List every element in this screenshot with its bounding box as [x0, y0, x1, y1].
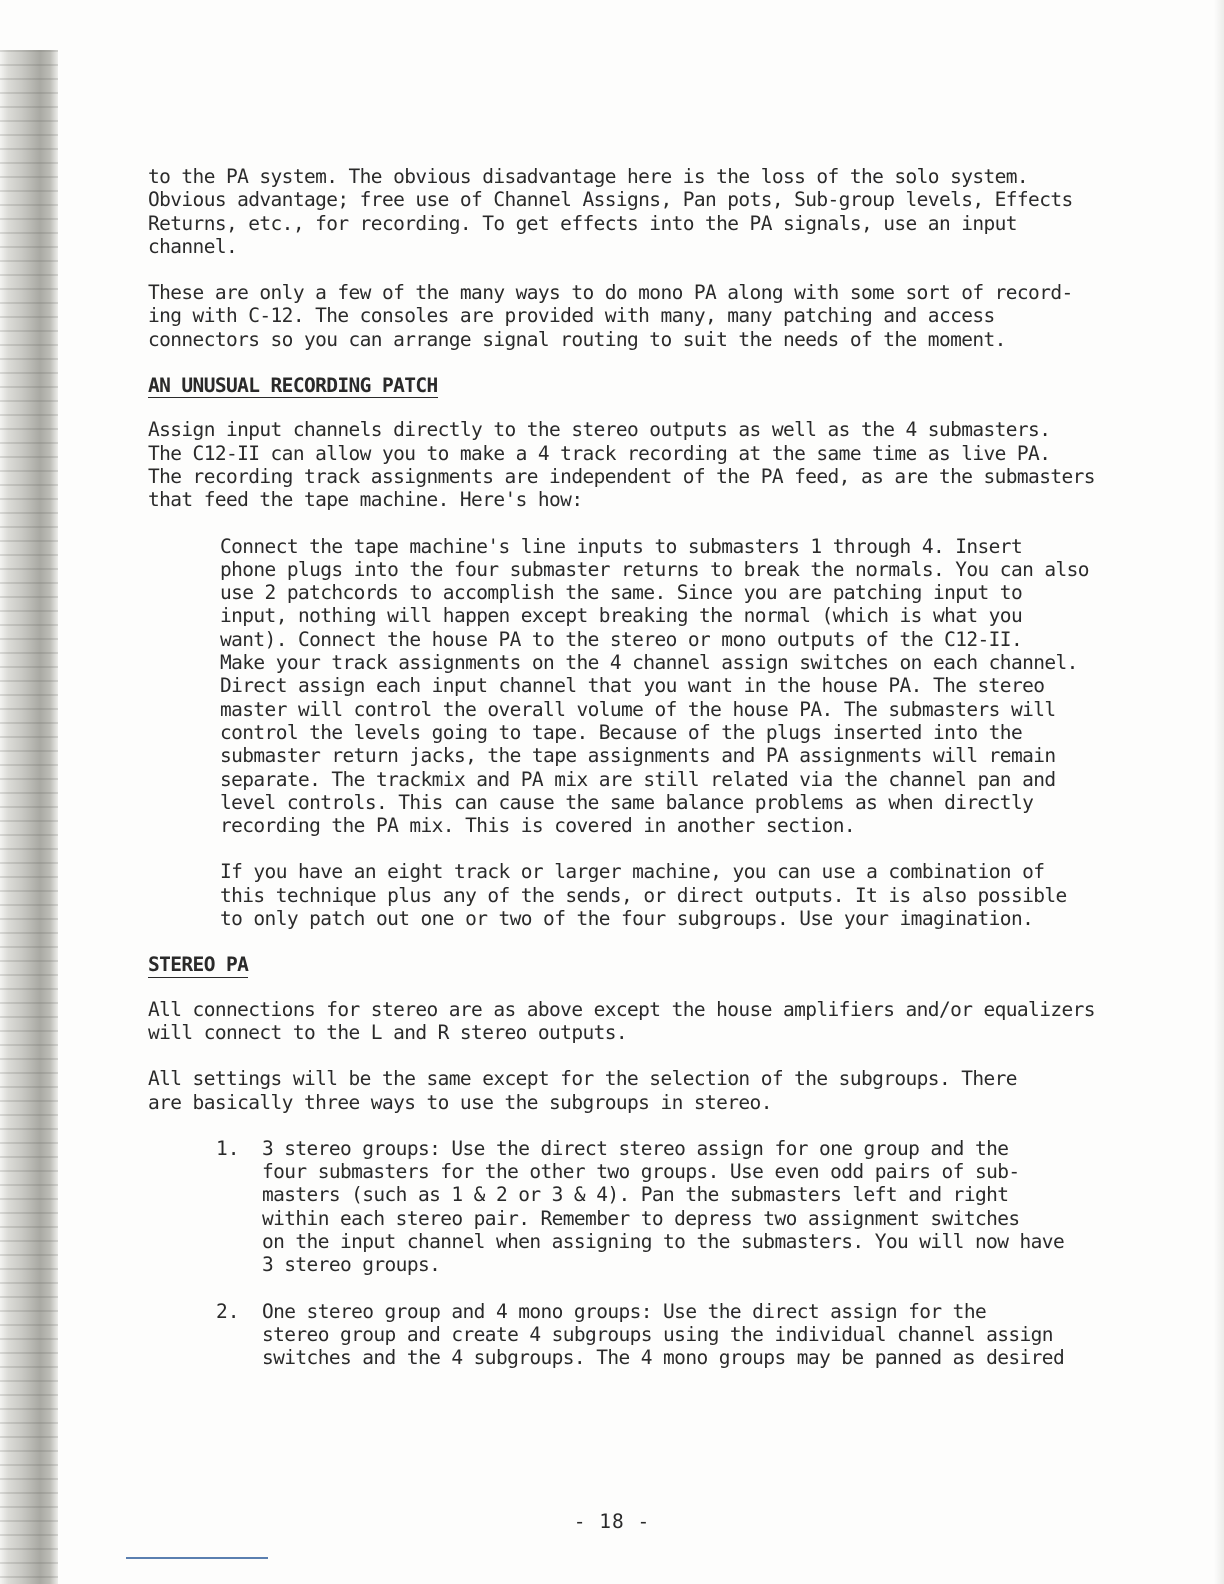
paragraph-eight-track: If you have an eight track or larger machine, you can use a combination of this technique plus any of the sends, or direct outputs. It is also possible to only patch out one or two of the four subgroups. Use your imagination.	[220, 860, 1067, 931]
paragraph-mono-pa-ways: These are only a few of the many ways to do mono PA along with some sort of record- ing with C-12. The consoles are provided with many, many patching and access connectors so you can arrange signal routing to suit the needs of the moment.	[148, 281, 1073, 351]
paragraph-pa-system: to the PA system. The obvious disadvantage here is the loss of the solo system. Obvious advantage; free use of Channel Assigns, Pan pots, Sub-group levels, Effects Returns, etc., for recording. To get effects into the PA signals, use an input channel.	[148, 165, 1073, 258]
paragraph-assign-inputs: Assign input channels directly to the stereo outputs as well as the 4 submasters. The C12-II can allow you to make a 4 track recording at the same time as live PA. The recording track assignments are independent of the PA feed, as are the submasters that feed the tape machine. Here's how:	[148, 418, 1095, 512]
paragraph-connect-tape-machine: Connect the tape machine's line inputs to submasters 1 through 4. Insert phone plugs into the four submaster returns to break the normals. You can also use 2 patchcords to accomplish the same. Since you are patching input to input, nothing will happen except breaking the normal (which is what you want). Connect the house PA to the stereo or mono outputs of the C12-II. Make your track assignments on the 4 channel assign switches on each channel. Direct assign each input channel that you want in the house PA. The stereo master will control the overall volume of the house PA. The submasters will control the levels going to tape. Because of the plugs inserted into the submaster return jacks, the tape assignments and PA assignments will remain separate. The trackmix and PA mix are still related via the channel pan and level controls. This can cause the same balance problems as when directly recording the PA mix. This is covered in another section.	[220, 534, 1089, 838]
list-text: 3 stereo groups: Use the direct stereo assign for one group and the four submasters for the other two groups. Use even odd pairs of sub- masters (such as 1 & 2 or 3 & 4). Pan the submasters left and right within each stereo pair. Remember to depress two assignment switches on the input channel when assigning to the submasters. You will now have 3 stereo groups.	[262, 1136, 1065, 1277]
section-heading-stereo-pa: STEREO PA	[148, 953, 249, 977]
paragraph-stereo-connections: All connections for stereo are as above except the house amplifiers and/or equalizers will connect to the L and R stereo outputs.	[148, 997, 1095, 1044]
page-number: - 18 -	[573, 1510, 651, 1533]
document-body	[148, 165, 1158, 1369]
list-item	[216, 1300, 1158, 1370]
list-text: One stereo group and 4 mono groups: Use the direct assign for the stereo group and create 4 subgroups using the individual channel assign switches and the 4 subgroups. The 4 mono groups may be panned as desired	[262, 1299, 1065, 1370]
bottom-rule	[126, 1557, 268, 1559]
section-heading-unusual-recording-patch: AN UNUSUAL RECORDING PATCH	[148, 374, 438, 398]
list-item	[216, 1137, 1158, 1277]
binding-edge	[0, 50, 58, 1584]
list-number: 1.	[216, 1136, 240, 1160]
page-edge-shadow	[1214, 0, 1224, 1584]
paragraph-stereo-settings: All settings will be the same except for the selection of the subgroups. There are basically three ways to use the subgroups in stereo.	[148, 1067, 1017, 1114]
list-number: 2.	[216, 1299, 240, 1323]
